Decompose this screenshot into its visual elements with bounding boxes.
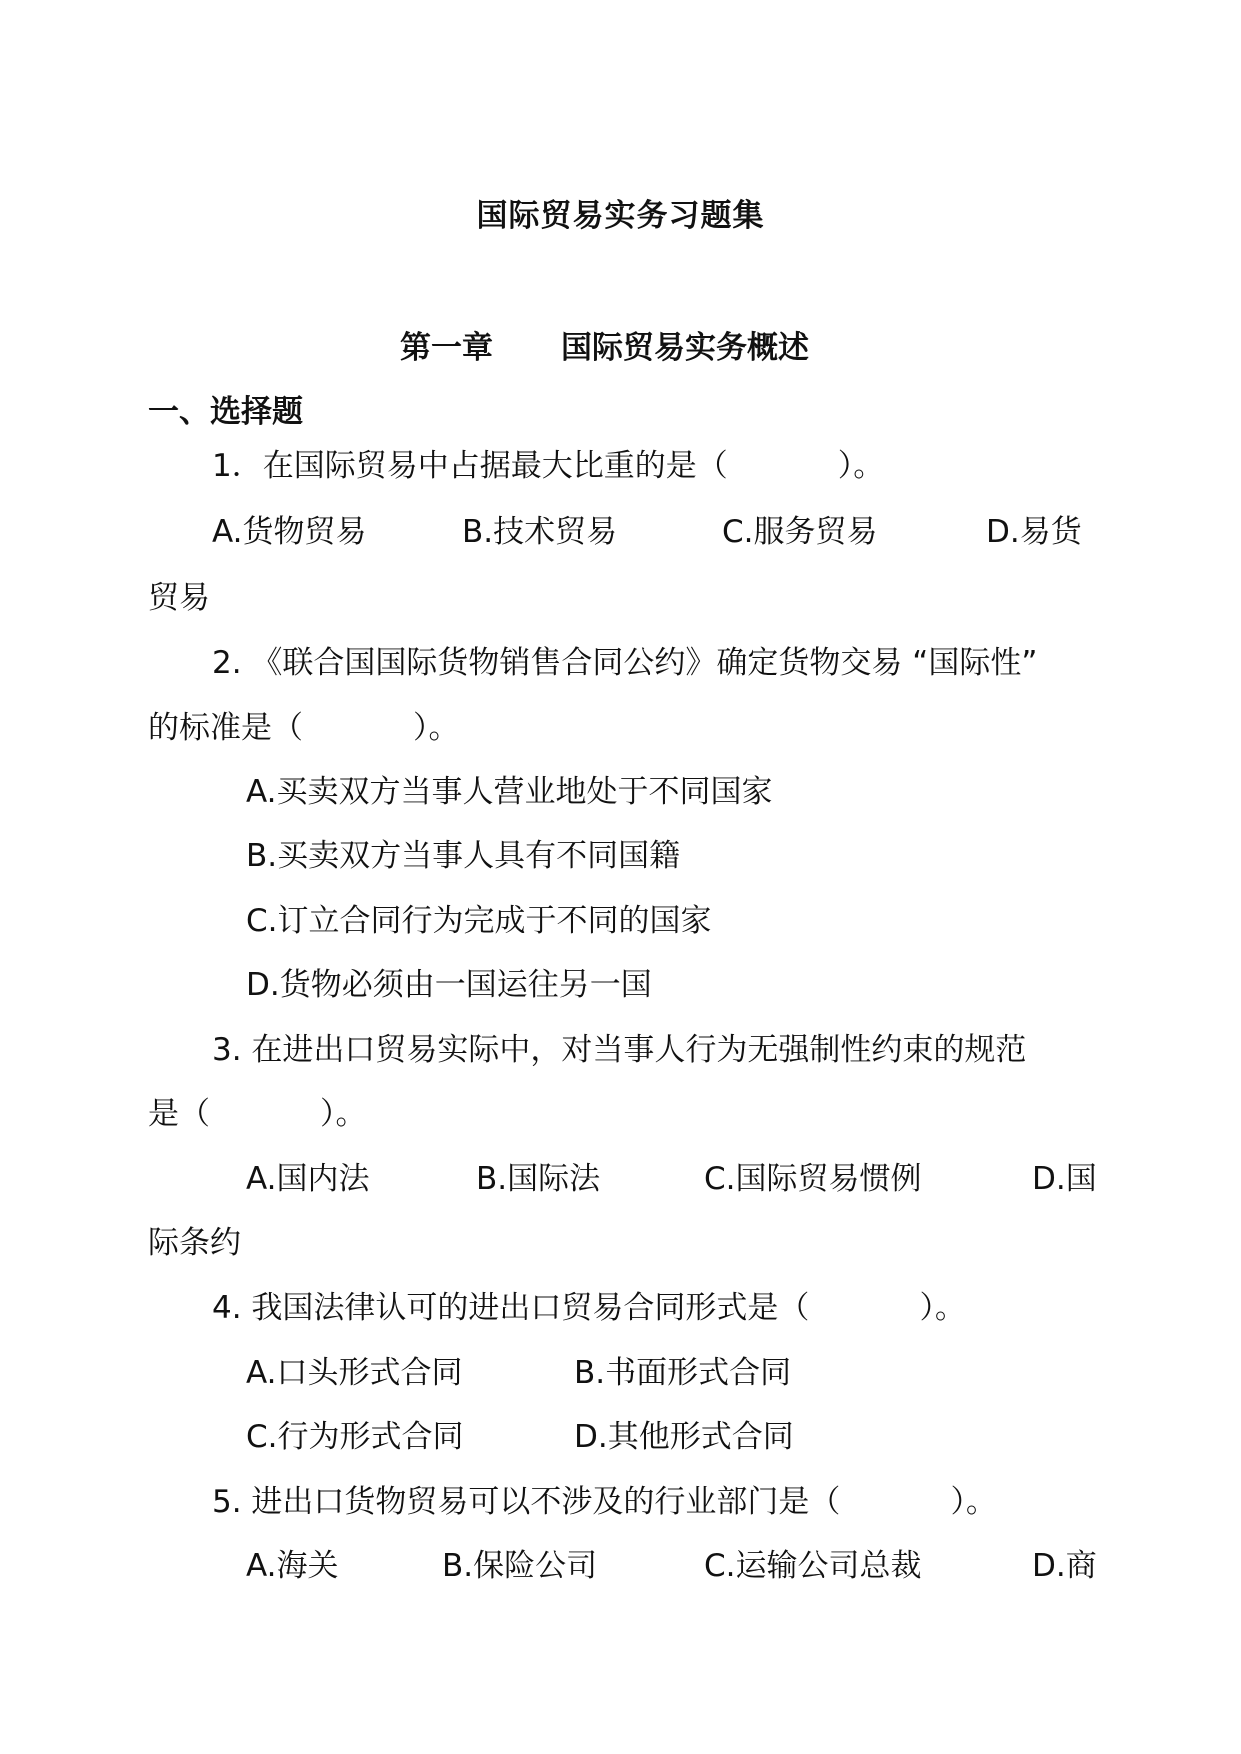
- question-3-stem-text: 是（: [148, 1096, 210, 1132]
- question-1-option-d-continued: 贸易: [148, 580, 210, 616]
- chapter-heading: [400, 322, 809, 367]
- question-2-option-c: C.订立合同行为完成于不同的国家: [246, 903, 712, 939]
- question-1-stem-text: 1．在国际贸易中占据最大比重的是（: [212, 448, 728, 484]
- question-4-option-c: C.行为形式合同: [246, 1419, 464, 1455]
- question-3-stem-end: ）。: [320, 1096, 367, 1132]
- question-4-option-b: B.书面形式合同: [574, 1355, 792, 1391]
- question-3-option-b: B.国际法: [476, 1161, 601, 1197]
- question-2-option-a: A.买卖双方当事人营业地处于不同国家: [246, 774, 773, 810]
- question-3-option-d: D.国: [1032, 1161, 1097, 1197]
- question-1-option-c: C.服务贸易: [722, 514, 878, 550]
- question-5-stem-end: ）。: [950, 1484, 997, 1520]
- question-2-stem-text: 的标准是（: [148, 710, 303, 746]
- question-5-stem: [212, 1482, 997, 1522]
- document-title: 国际贸易实务习题集: [476, 198, 765, 234]
- question-1-option-b: B.技术贸易: [462, 514, 618, 550]
- question-4-stem-end: ）。: [919, 1290, 966, 1326]
- question-3-option-a: A.国内法: [246, 1161, 370, 1197]
- question-1-stem-end: ）。: [837, 448, 885, 484]
- question-4-stem-text: 4. 我国法律认可的进出口贸易合同形式是（: [212, 1290, 810, 1326]
- question-4-option-a: A.口头形式合同: [246, 1355, 463, 1391]
- question-1-option-d: D.易货: [986, 514, 1082, 550]
- chapter-name: 国际贸易实务概述: [561, 330, 809, 366]
- section-heading: 一、选择题: [148, 394, 303, 430]
- question-4-option-d: D.其他形式合同: [574, 1419, 794, 1455]
- question-1-stem: [212, 446, 884, 486]
- question-2-stem-line-2: [148, 708, 460, 748]
- question-3-option-c: C.国际贸易惯例: [704, 1161, 922, 1197]
- question-5-option-c: C.运输公司总裁: [704, 1548, 922, 1584]
- question-1-option-a: A.货物贸易: [212, 514, 367, 550]
- question-2-option-d: D.货物必须由一国运往另一国: [246, 967, 652, 1003]
- question-3-stem-line-1: 3. 在进出口贸易实际中，对当事人行为无强制性约束的规范: [212, 1032, 1027, 1068]
- question-2-option-b: B.买卖双方当事人具有不同国籍: [246, 838, 681, 874]
- question-5-stem-text: 5. 进出口货物贸易可以不涉及的行业部门是（: [212, 1484, 841, 1520]
- question-3-option-d-continued: 际条约: [148, 1225, 241, 1261]
- question-2-stem-line-1: 2. 《联合国国际货物销售合同公约》确定货物交易 “国际性”: [212, 645, 1038, 681]
- question-3-stem-line-2: [148, 1094, 367, 1134]
- question-5-option-b: B.保险公司: [442, 1548, 598, 1584]
- question-5-option-d: D.商: [1032, 1548, 1097, 1584]
- question-4-stem: [212, 1288, 966, 1328]
- chapter-number: 第一章: [400, 330, 493, 366]
- question-5-option-a: A.海关: [246, 1548, 339, 1584]
- question-2-stem-end: ）。: [413, 710, 460, 746]
